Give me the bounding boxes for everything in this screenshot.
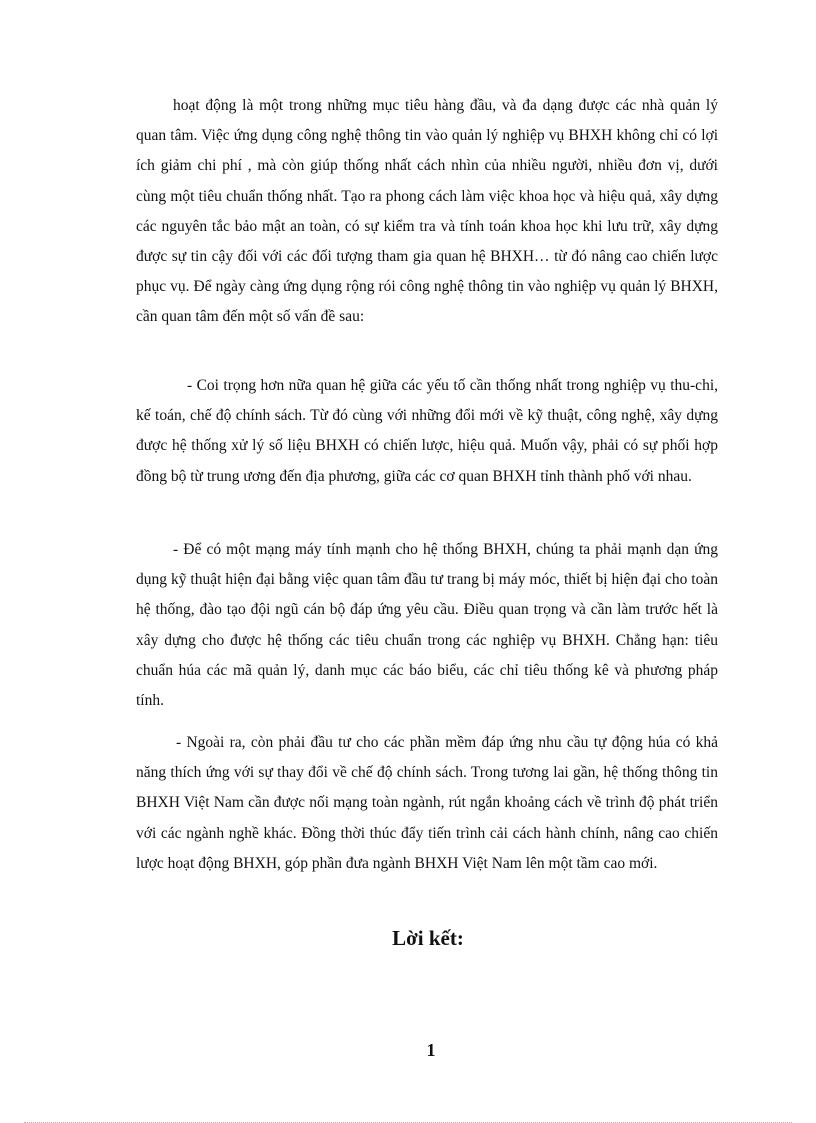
page-number: 1 <box>426 1040 436 1060</box>
paragraph-intro: hoạt động là một trong những mục tiêu hàng đầu, và đa dạng được các nhà quản lý quan tâm. Việc ứng dụng công nghệ thông tin vào quản lý nghiệp vụ BHXH không chỉ có lợi ích giảm chi phí , mà còn giúp thống nhất cách nhìn của nhiều người, nhiều đơn vị, dưới cùng một tiêu chuẩn thống nhất. Tạo ra phong cách làm việc khoa học và hiệu quả, xây dựng các nguyên tắc bảo mật an toàn, có sự kiểm tra và tính toán khoa học khi lưu trữ, xây dựng được sự tin cậy đối với các đối tượng tham gia quan hệ BHXH… từ đó nâng cao chiến lược phục vụ. Để ngày càng ứng dụng rộng rói công nghệ thông tin vào nghiệp vụ quản lý BHXH, cần quan tâm đến một số vấn đề sau: <box>136 97 718 326</box>
paragraph-point-coordination: - Coi trọng hơn nữa quan hệ giữa các yếu tố cần thống nhất trong nghiệp vụ thu-chi, kế toán, chế độ chính sách. Từ đó cùng với những đổi mới về kỹ thuật, công nghệ, xây dựng được hệ thống xử lý số liệu BHXH có chiến lược, hiệu quả. Muốn vậy, phải có sự phối hợp đồng bộ từ trung ương đến địa phương, giữa các cơ quan BHXH tỉnh thành phố với nhau. <box>136 377 718 485</box>
paragraph-point-software: - Ngoài ra, còn phải đầu tư cho các phần mềm đáp ứng nhu cầu tự động húa có khả năng thích ứng với sự thay đổi về chế độ chính sách. Trong tương lai gần, hệ thống thông tin BHXH Việt Nam cần được nối mạng toàn ngành, rút ngắn khoảng cách về trình độ phát triển với các ngành nghề khác. Đồng thời thúc đẩy tiến trình cải cách hành chính, nâng cao chiến lược hoạt động BHXH, góp phần đưa ngành BHXH Việt Nam lên một tầm cao mới. <box>136 734 718 872</box>
section-heading-conclusion: Lời kết: <box>392 926 464 950</box>
paragraph-point-network: - Để có một mạng máy tính mạnh cho hệ thống BHXH, chúng ta phải mạnh dạn ứng dụng kỹ thuật hiện đại bằng việc quan tâm đầu tư trang bị máy móc, thiết bị hiện đại cho toàn hệ thống, đào tạo đội ngũ cán bộ đáp ứng yêu cầu. Điều quan trọng và cần làm trước hết là xây dựng cho được hệ thống các tiêu chuẩn trong các nghiệp vụ BHXH. Chẳng hạn: tiêu chuẩn húa các mã quản lý, danh mục các báo biểu, các chỉ tiêu thống kê và phương pháp tính. <box>136 541 718 710</box>
